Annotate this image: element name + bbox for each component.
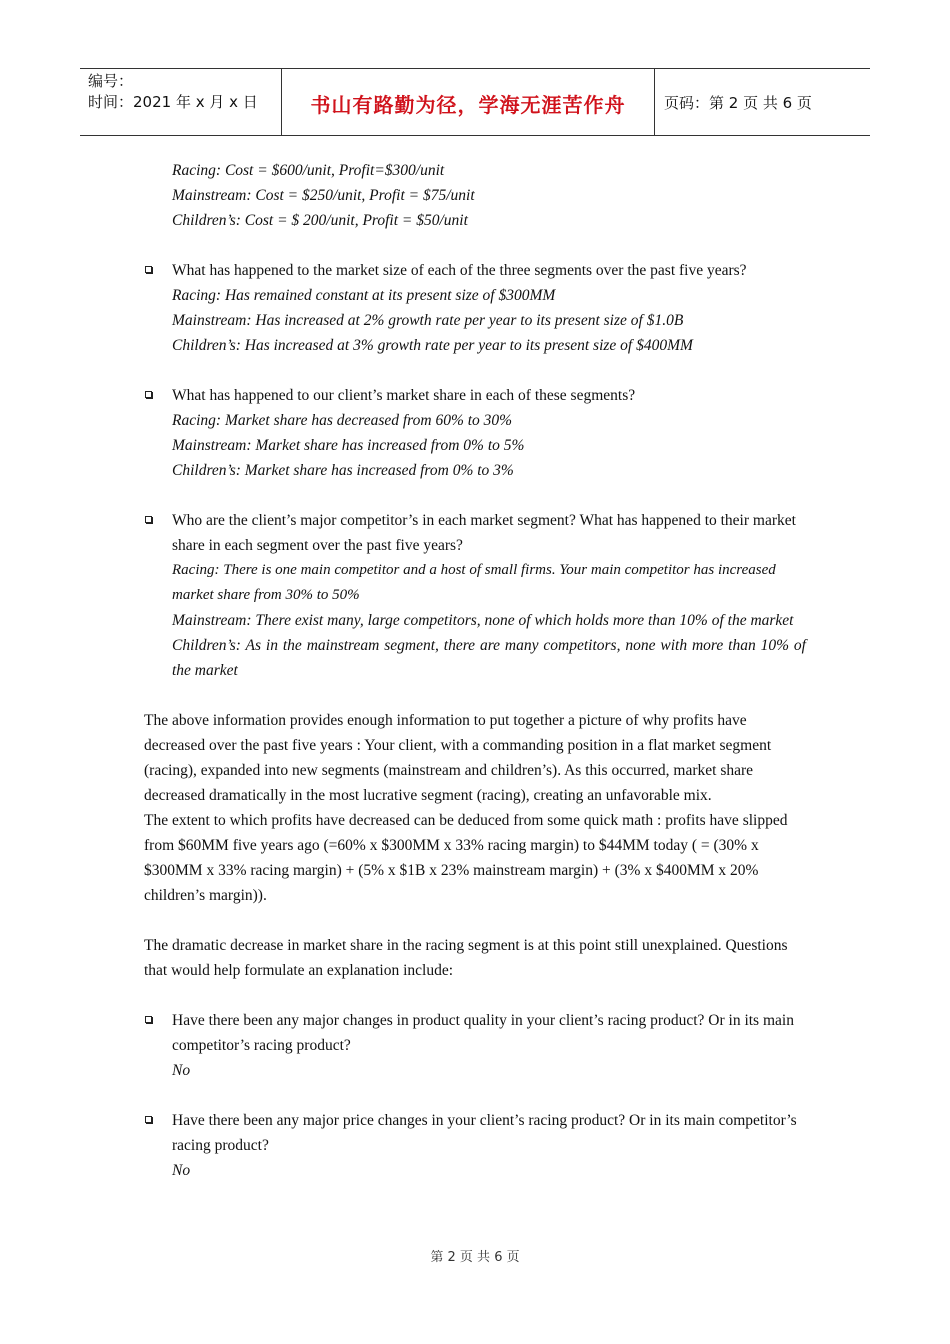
answer-line: No [172,1162,191,1179]
paragraph: The above information provides enough information to put together a picture of why profits have decreased over the past five years : Your client, with a commanding position in a flat market segment (racing), expanded into new segments (mainstream and children’s). As this occurred, market share decreased dramatically in the most lucrative segment (racing), creating an unfavorable mix. [144,712,772,804]
question-item [144,1008,806,1083]
page-footer: 第 2 页 共 6 页 [430,1250,520,1265]
question-text: Who are the client’s major competitor’s in each market segment? What has happened to their market share in each segment over the past five years? [172,512,796,554]
answer-line: Racing: Market share has decreased from 60% to 30% [172,412,513,429]
question-text: What has happened to our client’s market share in each of these segments? [172,387,636,404]
page-header [80,68,870,136]
checkbox-bullet-icon [145,391,152,398]
question-item [144,258,806,358]
question-item [144,383,806,483]
answer-line: Children’s: As in the mainstream segment, there are many competitors, none with more than 10% of the market [172,637,806,679]
answer-line: Racing: There is one main competitor and a host of small firms. Your main competitor has increased market share from 30% to 50% [172,562,776,603]
document-body [144,158,806,1183]
question-text: What has happened to the market size of each of the three segments over the past five years? [172,262,747,279]
question-text: Have there been any major changes in product quality in your client’s racing product? Or in its main competitor’s racing product? [172,1012,794,1054]
answer-line: Mainstream: Market share has increased from 0% to 5% [172,437,525,454]
serial-label: 编号： [88,72,134,90]
paragraph: The dramatic decrease in market share in the racing segment is at this point still unexplained. Questions that would help formulate an explanation include: [144,937,788,979]
answer-line: Children’s: Market share has increased from 0% to 3% [172,462,514,479]
header-motto-cell [281,69,655,135]
cost-line: Children’s: Cost = $ 200/unit, Profit = $50/unit [172,212,468,229]
question-item [144,1108,806,1183]
cost-line: Mainstream: Cost = $250/unit, Profit = $75/unit [172,187,475,204]
checkbox-bullet-icon [145,266,152,273]
header-right-cell [655,69,870,135]
answer-line: Mainstream: There exist many, large competitors, none of which holds more than 10% of the market [172,612,794,629]
answer-line: Children’s: Has increased at 3% growth rate per year to its present size of $400MM [172,337,693,354]
answer-line: Mainstream: Has increased at 2% growth rate per year to its present size of $1.0B [172,312,684,329]
checkbox-bullet-icon [145,1016,152,1023]
date-line: 时间：2021 年 x 月 x 日 [88,93,258,111]
question-text: Have there been any major price changes in your client’s racing product? Or in its main competitor’s racing product? [172,1112,797,1154]
paragraph: The extent to which profits have decreased can be deduced from some quick math : profits have slipped from $60MM five years ago (=60% x $300MM x 33% racing margin) to $44MM today ( = (30% x $300MM x 33% racing margin) + (5% x $1B x 23% mainstream margin) + (3% x $400MM x 20% children’s margin)). [144,812,788,904]
checkbox-bullet-icon [145,516,152,523]
answer-line: Racing: Has remained constant at its present size of $300MM [172,287,556,304]
answer-line: No [172,1062,191,1079]
header-left-cell [80,69,281,135]
checkbox-bullet-icon [145,1116,152,1123]
question-item [144,508,806,683]
motto: 书山有路勤为径，学海无涯苦作舟 [310,93,626,117]
cost-line: Racing: Cost = $600/unit, Profit=$300/unit [172,162,445,179]
page-info: 页码：第 2 页 共 6 页 [664,94,812,112]
